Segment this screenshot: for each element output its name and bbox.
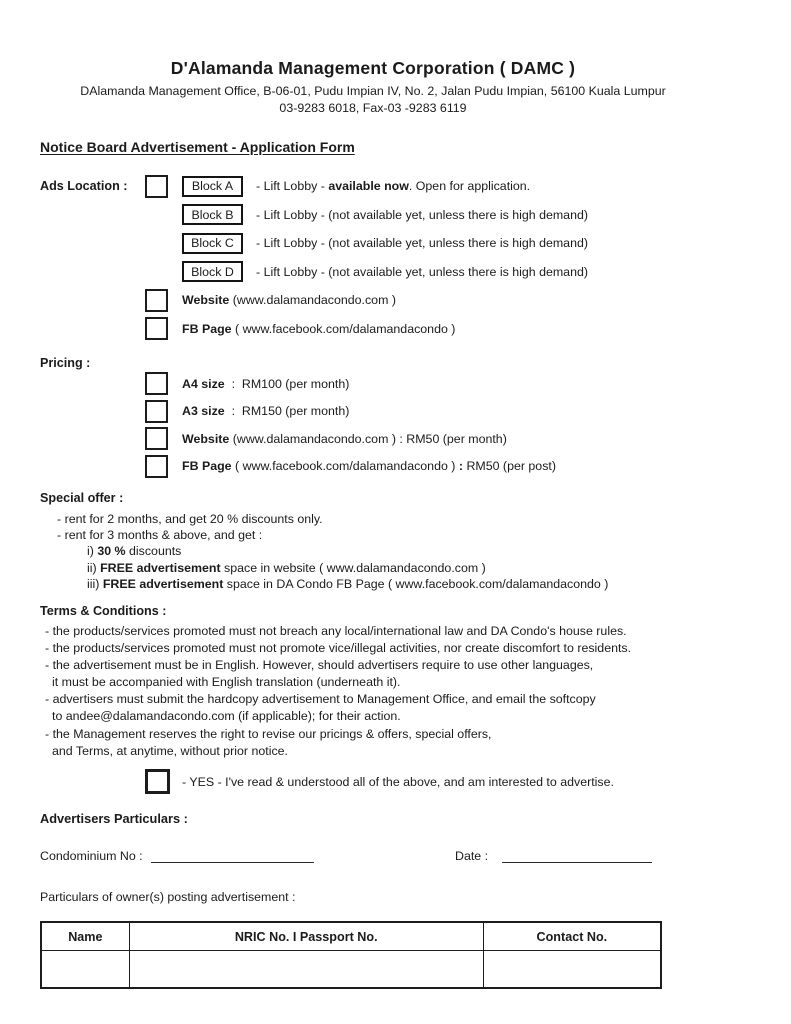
terms-line: - the advertisement must be in English. However, should advertisers require to use other languages, — [45, 658, 594, 673]
condominium-no-field[interactable] — [151, 850, 314, 863]
ads-location-row-block-d — [40, 258, 746, 287]
confirmation-row — [40, 767, 746, 797]
date-label: Date : — [455, 848, 489, 863]
terms-line: - the products/services promoted must not promote vice/illegal activities, nor create discomfort to residents. — [45, 641, 632, 656]
advertisers-particulars-heading: Advertisers Particulars : — [40, 810, 188, 826]
form-heading-text: Notice Board Advertisement - Application Form — [40, 139, 355, 155]
block-d-box: Block D — [182, 261, 243, 282]
terms-line: it must be accompanied with English translation (underneath it). — [52, 675, 401, 690]
pricing-a4-text: A4 size : RM100 (per month) — [182, 376, 350, 391]
header-contact: Contact No. — [483, 922, 661, 951]
cell-name[interactable] — [41, 951, 129, 988]
block-c-description: - Lift Lobby - (not available yet, unless there is high demand) — [256, 236, 588, 251]
ads-location-row-block-a — [40, 172, 746, 201]
form-heading — [40, 139, 746, 155]
page-title: D'Alamanda Management Corporation ( DAMC ) — [170, 58, 576, 78]
condominium-no-label: Condominium No : — [40, 848, 143, 863]
block-c-box: Block C — [182, 233, 243, 254]
pricing-fb-checkbox[interactable] — [145, 455, 168, 478]
pricing-label: Pricing : — [40, 356, 91, 370]
office-address: DAlamanda Management Office, B-06-01, Pudu Impian IV, No. 2, Jalan Pudu Impian, 56100 Kuala Lumpur — [80, 84, 666, 98]
pricing-a3-checkbox[interactable] — [145, 400, 168, 423]
ads-location-label: Ads Location : — [40, 179, 128, 194]
letterhead — [40, 58, 706, 115]
block-d-description: - Lift Lobby - (not available yet, unless there is high demand) — [256, 264, 588, 279]
special-offer-sub-1: i) 30 % discounts — [87, 544, 182, 559]
block-a-checkbox[interactable] — [145, 175, 168, 198]
fb-page-checkbox[interactable] — [145, 317, 168, 340]
special-offer-label: Special offer : — [40, 491, 124, 505]
office-phone: 03-9283 6018, Fax-03 -9283 6119 — [279, 101, 467, 115]
owners-table — [40, 921, 662, 989]
cell-nric-passport[interactable] — [129, 951, 483, 988]
pricing-a3-text: A3 size : RM150 (per month) — [182, 404, 350, 419]
website-checkbox[interactable] — [145, 289, 168, 312]
block-a-description: - Lift Lobby - available now. Open for application. — [256, 179, 531, 194]
terms-line: to andee@dalamandacondo.com (if applicable); for their action. — [52, 709, 401, 724]
pricing-fb-text: FB Page ( www.facebook.com/dalamandacondo ) : RM50 (per post) — [182, 459, 556, 474]
terms-line: - the Management reserves the right to revise our pricings & offers, special offers, — [45, 726, 492, 741]
owners-particulars-label: Particulars of owner(s) posting advertisement : — [40, 889, 296, 904]
cell-contact[interactable] — [483, 951, 661, 988]
pricing-row-fb-page — [40, 453, 746, 481]
pricing-a4-checkbox[interactable] — [145, 372, 168, 395]
owners-table-row — [41, 951, 661, 988]
special-offer-line-2: - rent for 3 months & above, and get : — [57, 528, 263, 543]
header-nric-passport: NRIC No. I Passport No. — [129, 922, 483, 951]
confirmation-text: - YES - I've read & understood all of the above, and am interested to advertise. — [182, 774, 614, 789]
condo-date-row — [40, 849, 746, 867]
special-offer-sub-2: ii) FREE advertisement space in website ( www.dalamandacondo.com ) — [87, 560, 486, 575]
terms-line: and Terms, at anytime, without prior notice. — [52, 743, 288, 758]
ads-location-row-block-b — [40, 201, 746, 230]
special-offer-sub-3: iii) FREE advertisement space in DA Condo FB Page ( www.facebook.com/dalamandacondo ) — [87, 576, 609, 591]
block-a-box: Block A — [182, 176, 243, 197]
yes-checkbox[interactable] — [145, 769, 170, 794]
header-name: Name — [41, 922, 129, 951]
terms-line: - the products/services promoted must not breach any local/international law and DA Condo's house rules. — [45, 624, 627, 639]
block-b-box: Block B — [182, 204, 243, 225]
pricing-row-a3 — [40, 398, 746, 426]
pricing-row-a4 — [40, 370, 746, 398]
ads-location-row-fb-page — [40, 315, 746, 344]
website-description: Website (www.dalamandacondo.com ) — [182, 293, 396, 308]
block-b-description: - Lift Lobby - (not available yet, unless there is high demand) — [256, 207, 588, 222]
pricing-website-text: Website (www.dalamandacondo.com ) : RM50 (per month) — [182, 431, 507, 446]
ads-location-row-website — [40, 286, 746, 315]
terms-label: Terms & Conditions : — [40, 604, 167, 619]
terms-section — [40, 604, 746, 760]
terms-line: - advertisers must submit the hardcopy advertisement to Management Office, and email the softcopy — [45, 692, 596, 707]
pricing-row-website — [40, 425, 746, 453]
special-offer-line-1: - rent for 2 months, and get 20 % discounts only. — [57, 512, 323, 526]
fb-page-description: FB Page ( www.facebook.com/dalamandacondo ) — [182, 321, 456, 336]
date-field[interactable] — [502, 850, 652, 863]
owners-table-header-row — [41, 922, 661, 951]
pricing-section — [40, 356, 746, 480]
pricing-website-checkbox[interactable] — [145, 427, 168, 450]
ads-location-section — [40, 172, 746, 343]
ads-location-row-block-c — [40, 229, 746, 258]
special-offer-section — [40, 491, 746, 592]
